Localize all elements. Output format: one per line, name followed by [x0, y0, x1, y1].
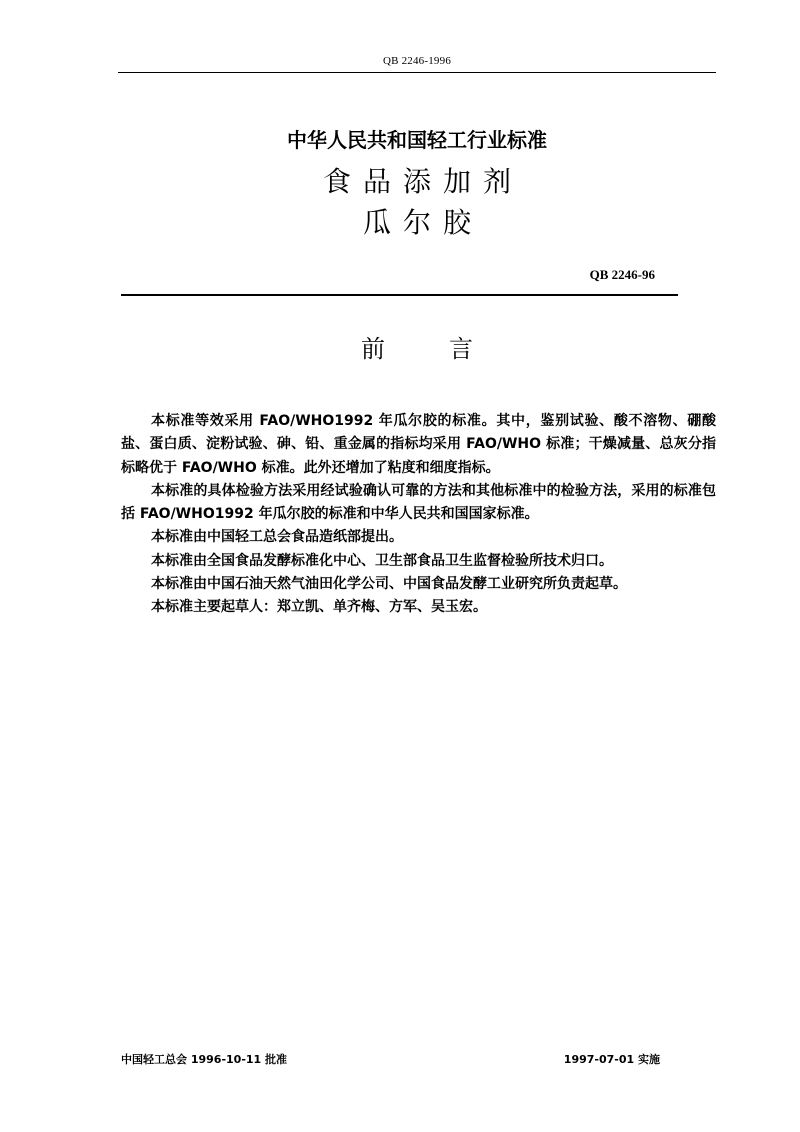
title-divider	[121, 294, 678, 296]
foreword-paragraph: 本标准由中国轻工总会食品造纸部提出。	[151, 529, 403, 546]
header-rule	[118, 72, 716, 73]
foreword-paragraph: 本标准的具体检验方法采用经试验确认可靠的方法和其他标准中的检验方法，采用的标准包括 FAO/WHO1992 年瓜尔胶的标准和中华人民共和国国家标准。	[121, 482, 716, 523]
standard-code: QB 2246-96	[589, 267, 655, 282]
document-title-line1: 食品添加剂	[322, 165, 523, 198]
industry-standard-title: 中华人民共和国轻工行业标准	[287, 128, 547, 152]
foreword-paragraph: 本标准由中国石油天然气油田化学公司、中国食品发酵工业研究所负责起草。	[151, 576, 627, 593]
implementation-date: 1997-07-01 实施	[563, 1053, 660, 1066]
foreword-paragraph: 本标准主要起草人：郑立凯、单齐梅、方军、吴玉宏。	[151, 599, 487, 616]
running-header-code: QB 2246-1996	[382, 55, 452, 67]
foreword-body	[121, 410, 716, 620]
foreword-paragraph: 本标准由全国食品发酵标准化中心、卫生部食品卫生监督检验所技术归口。	[151, 552, 613, 569]
document-title-line2: 瓜尔胶	[362, 206, 483, 239]
foreword-paragraph: 本标准等效采用 FAO/WHO1992 年瓜尔胶的标准。其中，鉴别试验、酸不溶物、硼酸盐、蛋白质、淀粉试验、砷、铅、重金属的指标均采用 FAO/WHO 标准；干燥减量、总灰分指标略优于 FAO/WHO 标准。此外还增加了粘度和细度指标。	[121, 413, 716, 476]
approval-date: 中国轻工总会 1996-10-11 批准	[121, 1053, 288, 1066]
foreword-heading: 前言	[361, 335, 537, 363]
